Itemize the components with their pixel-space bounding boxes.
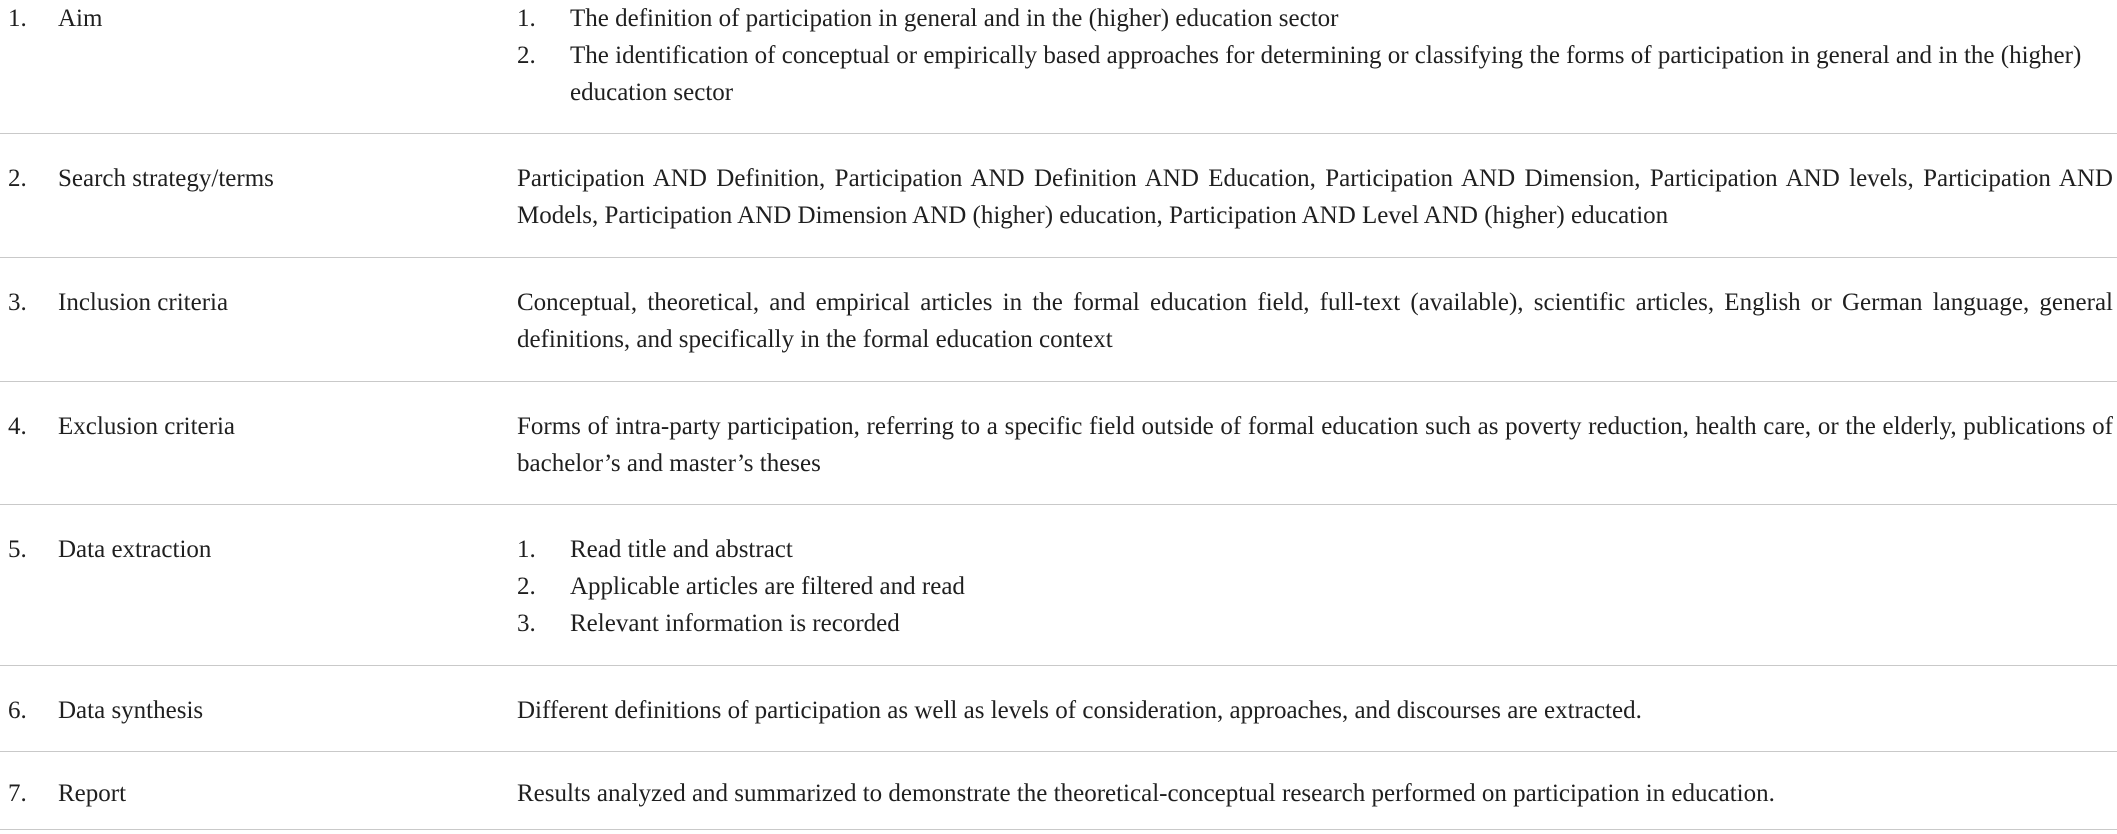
row-content: [517, 692, 2113, 729]
table-row-data-extraction: [0, 505, 2117, 666]
row-label: Exclusion criteria: [58, 413, 236, 440]
row-number: 6.: [8, 697, 27, 724]
list-item-number: 1.: [517, 536, 536, 563]
list-item-text: The definition of participation in general and in the (higher) education sector: [570, 5, 1339, 32]
table-row-exclusion-criteria: [0, 382, 2117, 505]
table-row-search-strategy: [0, 134, 2117, 258]
list-item-text: Read title and abstract: [570, 536, 793, 563]
row-content-text: Forms of intra-party participation, referring to a specific field outside of formal education such as poverty reduction, health care, or the elderly, publications of bachelor’s and master’s theses: [517, 413, 2113, 477]
row-label: Data extraction: [58, 536, 212, 563]
row-number: 3.: [8, 289, 27, 316]
table-row-aim: [0, 0, 2117, 134]
list-item-text: Relevant information is recorded: [570, 610, 900, 637]
list-item-number: 1.: [517, 5, 536, 32]
row-number: 4.: [8, 413, 27, 440]
list-item: [517, 605, 2113, 642]
numbered-list: [517, 0, 2113, 111]
row-number: 1.: [8, 5, 27, 32]
row-label: Inclusion criteria: [58, 289, 229, 316]
row-label: Data synthesis: [58, 697, 204, 724]
row-label: Report: [58, 780, 127, 807]
row-content-text: Participation AND Definition, Participation AND Definition AND Education, Participation AND Dimension, Participation AND levels, Participation AND Models, Participation AND Dimension AND (higher) education, Participation AND Level AND (higher) education: [517, 165, 2113, 229]
list-item: [517, 37, 2113, 111]
table-row-data-synthesis: [0, 666, 2117, 752]
table-row-report: [0, 752, 2117, 830]
row-number: 2.: [8, 165, 27, 192]
list-item: [517, 531, 2113, 568]
list-item: [517, 568, 2113, 605]
row-content: [517, 775, 2113, 812]
row-label: Search strategy/terms: [58, 165, 274, 192]
row-number: 7.: [8, 780, 27, 807]
list-item-number: 3.: [517, 610, 536, 637]
row-content-text: Different definitions of participation as well as levels of consideration, approaches, and discourses are extracted.: [517, 697, 1642, 724]
list-item-text: Applicable articles are filtered and read: [570, 573, 965, 600]
row-content-text: Conceptual, theoretical, and empirical articles in the formal education field, full-text (available), scientific articles, English or German language, general definitions, and specifically in the formal education context: [517, 289, 2113, 353]
row-content: [517, 0, 2113, 111]
list-item-number: 2.: [517, 573, 536, 600]
row-number: 5.: [8, 536, 27, 563]
table-row-inclusion-criteria: [0, 258, 2117, 382]
list-item-number: 2.: [517, 42, 536, 69]
list-item: [517, 0, 2113, 37]
numbered-list: [517, 531, 2113, 642]
row-content: [517, 160, 2113, 234]
row-content: [517, 284, 2113, 358]
list-item-text: The identification of conceptual or empirically based approaches for determining or classifying the forms of participation in general and in the (higher) education sector: [570, 42, 2082, 106]
row-label: Aim: [58, 5, 103, 32]
row-content: [517, 408, 2113, 482]
row-content: [517, 531, 2113, 642]
row-content-text: Results analyzed and summarized to demonstrate the theoretical-conceptual research performed on participation in education.: [517, 780, 1775, 807]
